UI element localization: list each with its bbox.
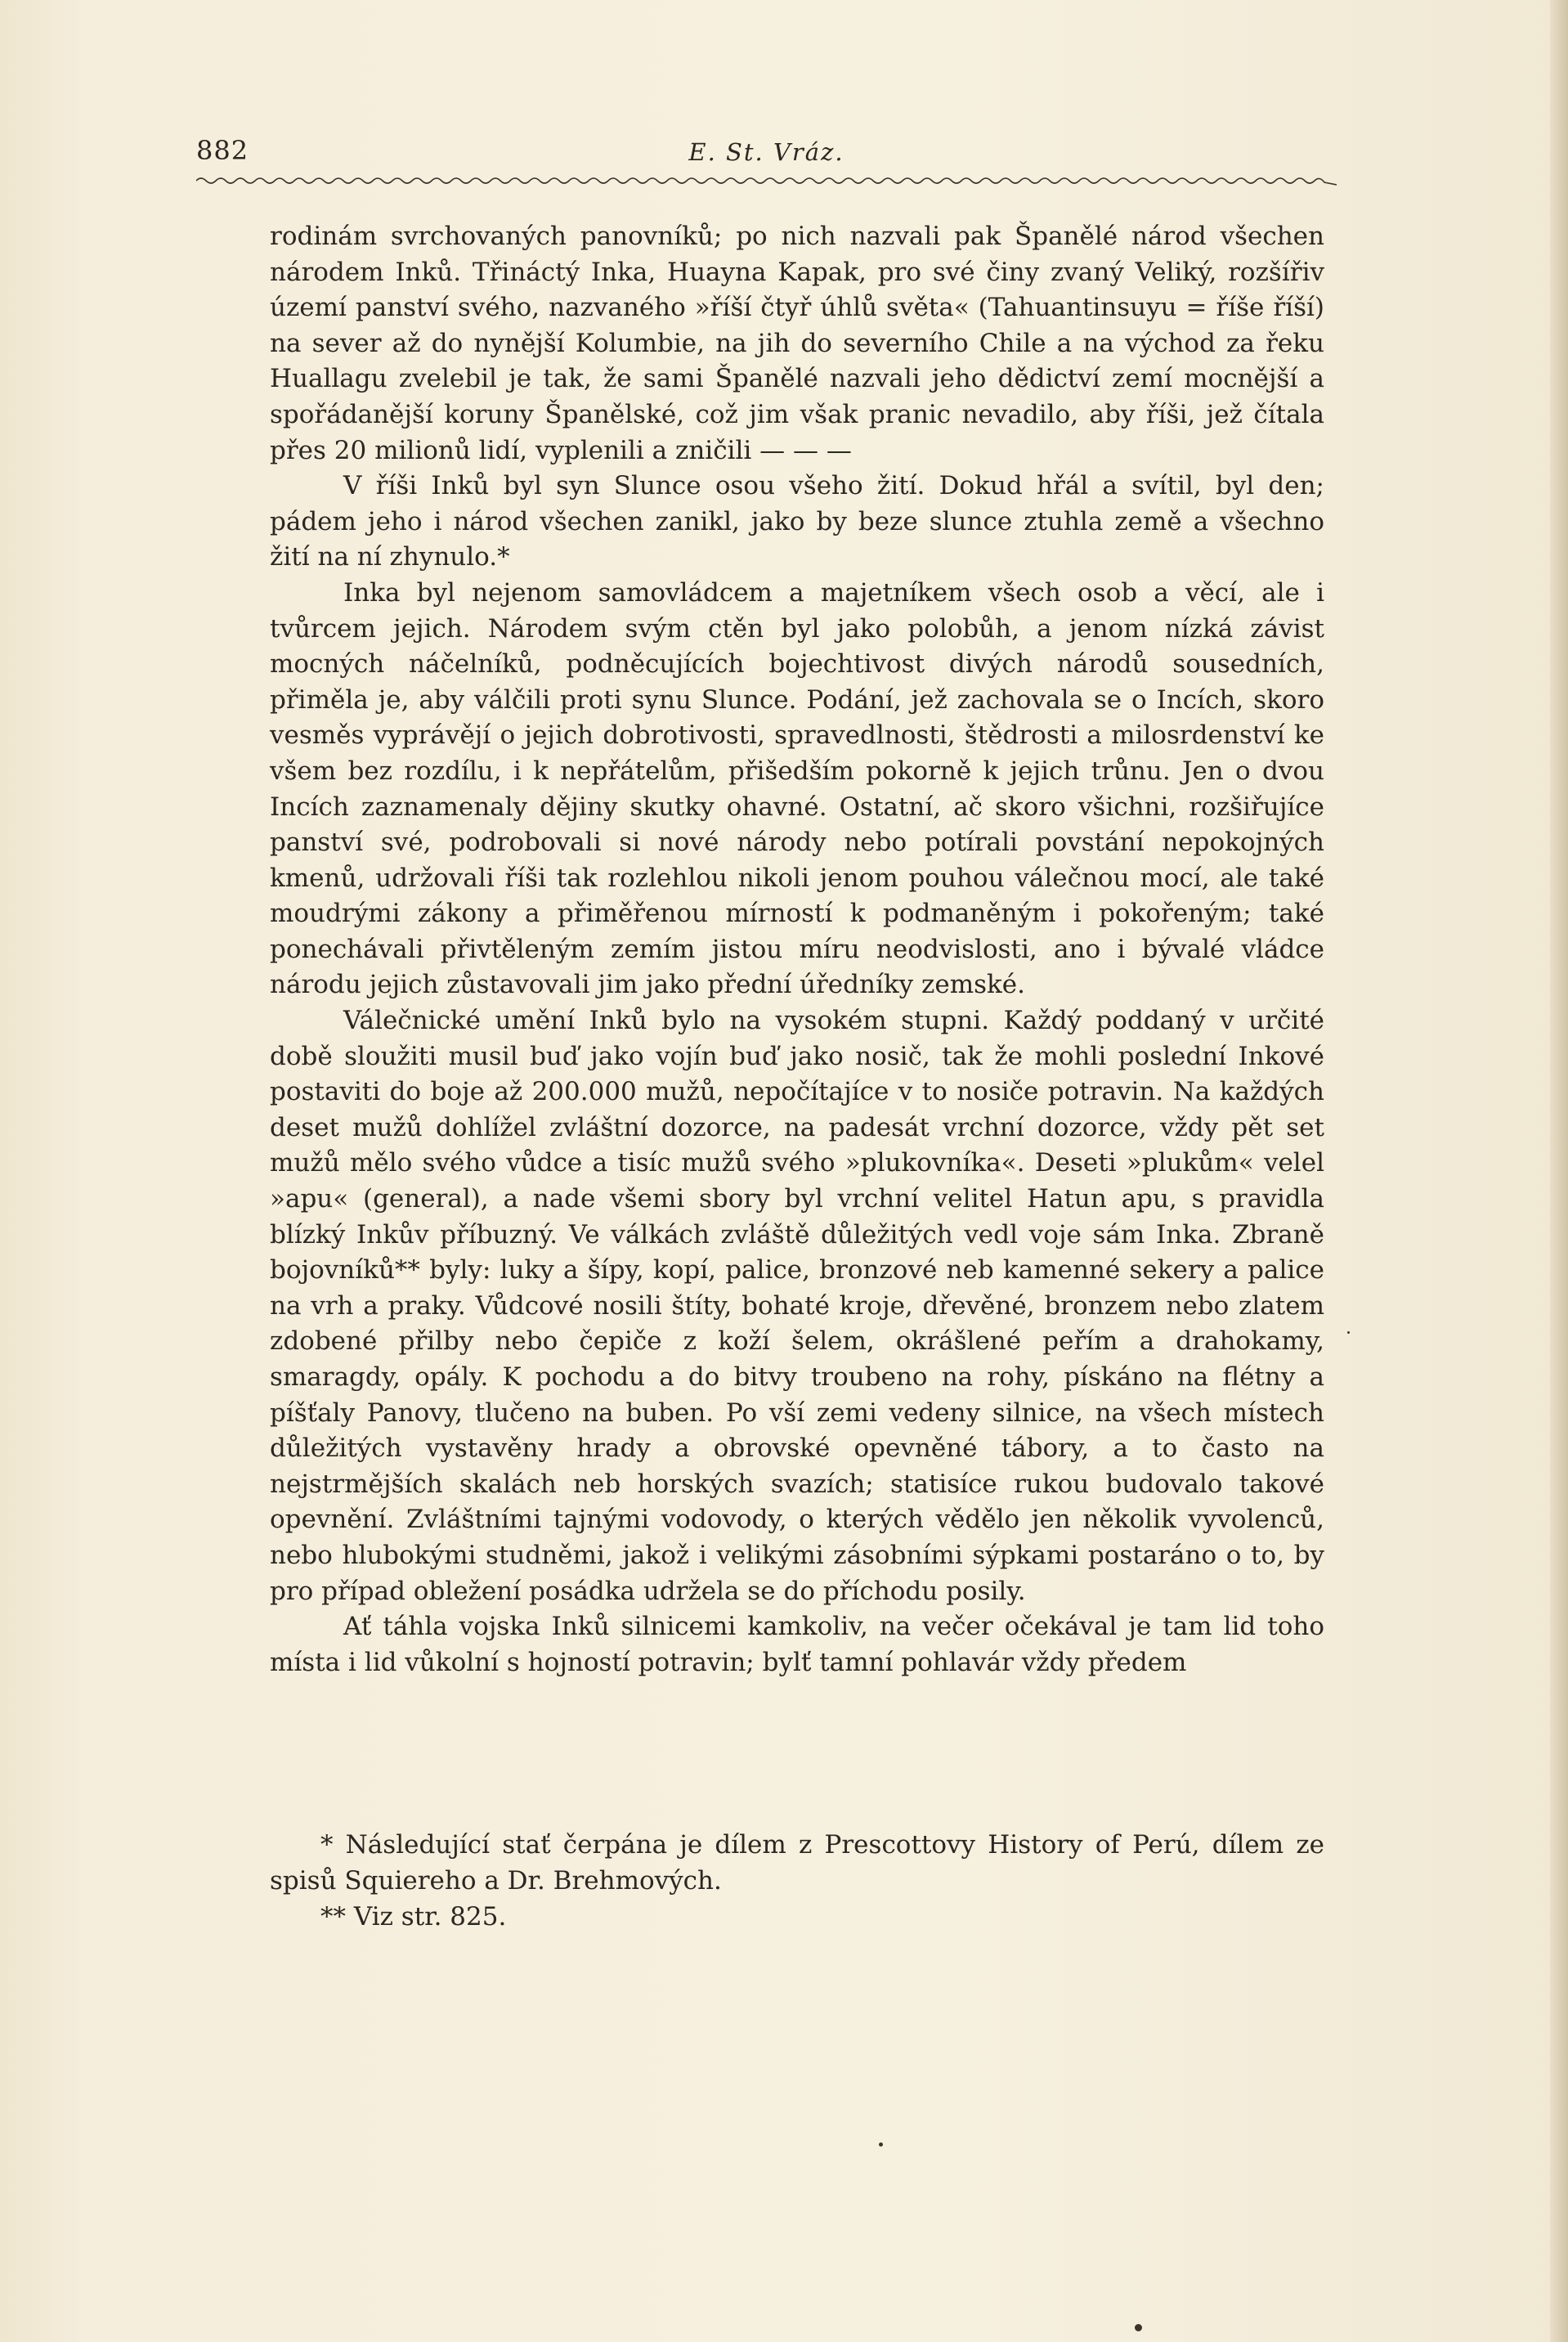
page-edge-shadow <box>1550 0 1568 2342</box>
footnotes <box>270 1827 1324 1935</box>
paragraph: rodinám svrchovaných panovníků; po nich nazvali pak Španělé národ všechen národem Inků. Třináctý Inka, Huayna Kapak, pro své činy zvaný Veliký, rozšířiv území panství svého, nazvaného »říší čtyř úhlů světa« (Tahuantinsuyu = říše říší) na sever až do nynější Kolumbie, na jih do severního Chile a na východ za řeku Huallagu zvelebil je tak, že sami Španělé nazvali jeho dědictví zemí mocnější a spořádanější koruny Španělské, což jim však pranic nevadilo, aby říši, jež čítala přes 20 milionů lidí, vyplenili a zničili — — — <box>270 222 1324 465</box>
paper-speck <box>879 2142 883 2147</box>
paragraph: Ať táhla vojska Inků silnicemi kamkoliv, na večer očekával je tam lid toho místa i lid vůkolní s hojností potravin; bylť tamní pohlavár vždy předem <box>270 1612 1324 1677</box>
paragraph: Válečnické umění Inků bylo na vysokém stupni. Každý poddaný v určité době sloužiti musil buď jako vojín buď jako nosič, tak že mohli poslední Inkové postaviti do boje až 200.000 mužů, nepočítajíce v to nosiče potravin. Na každých deset mužů dohlížel zvláštní dozorce, na padesát vrchní dozorce, vždy pět set mužů mělo svého vůdce a tisíc mužů svého »plukovníka«. Deseti »plukům« velel »apu« (general), a nade všemi sbory byl vrchní velitel Hatun apu, s pravidla blízký Inkův příbuzný. Ve válkách zvláště důležitých vedl voje sám Inka. Zbraně bojovníků** byly: luky a šípy, kopí, palice, bronzové neb kamenné sekery a palice na vrh a praky. Vůdcové nosili štíty, bohaté kroje, dřevěné, bronzem nebo zlatem zdobené přilby nebo čepiče z koží šelem, okrášlené peřím a drahokamy, smaragdy, opály. K pochodu a do bitvy troubeno na rohy, pískáno na flétny a píšťaly Panovy, tlučeno na buben. Po vší zemi vedeny silnice, na všech místech důležitých vystavěny hrady a obrovské opevněné tábory, a to často na nejstrmějších skalách neb horských svazích; statisíce rukou budovalo takové opevnění. Zvláštními tajnými vodovody, o kterých vědělo jen několik vyvolenců, nebo hlubokými studněmi, jakož i velikými zásobními sýpkami postaráno o to, by pro případ obležení posádka udržela se do příchodu posily. <box>270 1006 1324 1606</box>
paragraph: V říši Inků byl syn Slunce osou všeho žití. Dokud hřál a svítil, byl den; pádem jeho i národ všechen zanikl, jako by beze slunce ztuhla země a všechno žití na ní zhynulo.* <box>270 471 1324 572</box>
footnote: * Následující stať čerpána je dílem z Prescottovy History of Perú, dílem ze spisů Squiereho a Dr. Brehmových. <box>270 1830 1324 1896</box>
paper-speck <box>1135 2324 1142 2331</box>
paper-speck <box>1347 1331 1350 1334</box>
page-number: 882 <box>196 135 249 166</box>
body-text <box>270 219 1324 1680</box>
footnote: ** Viz str. 825. <box>320 1902 507 1931</box>
decorative-wavy-rule <box>196 175 1337 186</box>
running-title: E. St. Vráz. <box>688 138 844 166</box>
paragraph: Inka byl nejenom samovládcem a majetníkem všech osob a věcí, ale i tvůrcem jejich. Národem svým ctěn byl jako polobůh, a jenom nízká závist mocných náčelníků, podněcujících bojechtivost divých národů sousedních, přiměla je, aby válčili proti synu Slunce. Podání, jež zachovala se o Incích, skoro vesměs vyprávějí o jejich dobrotivosti, spravedlnosti, štědrosti a milosrdenství ke všem bez rozdílu, i k nepřátelům, přišedším pokorně k jejich trůnu. Jen o dvou Incích zaznamenaly dějiny skutky ohavné. Ostatní, ač skoro všichni, rozšiřujíce panství své, podrobovali si nové národy nebo potírali povstání nepokojných kmenů, udržovali říši tak rozlehlou nikoli jenom pouhou válečnou mocí, ale také moudrými zákony a přiměřenou mírností k podmaněným i pokořeným; také ponechávali přivtěleným zemím jistou míru neodvislosti, ano i bývalé vládce národu jejich zůstavovali jim jako přední úředníky zemské. <box>270 577 1324 1000</box>
